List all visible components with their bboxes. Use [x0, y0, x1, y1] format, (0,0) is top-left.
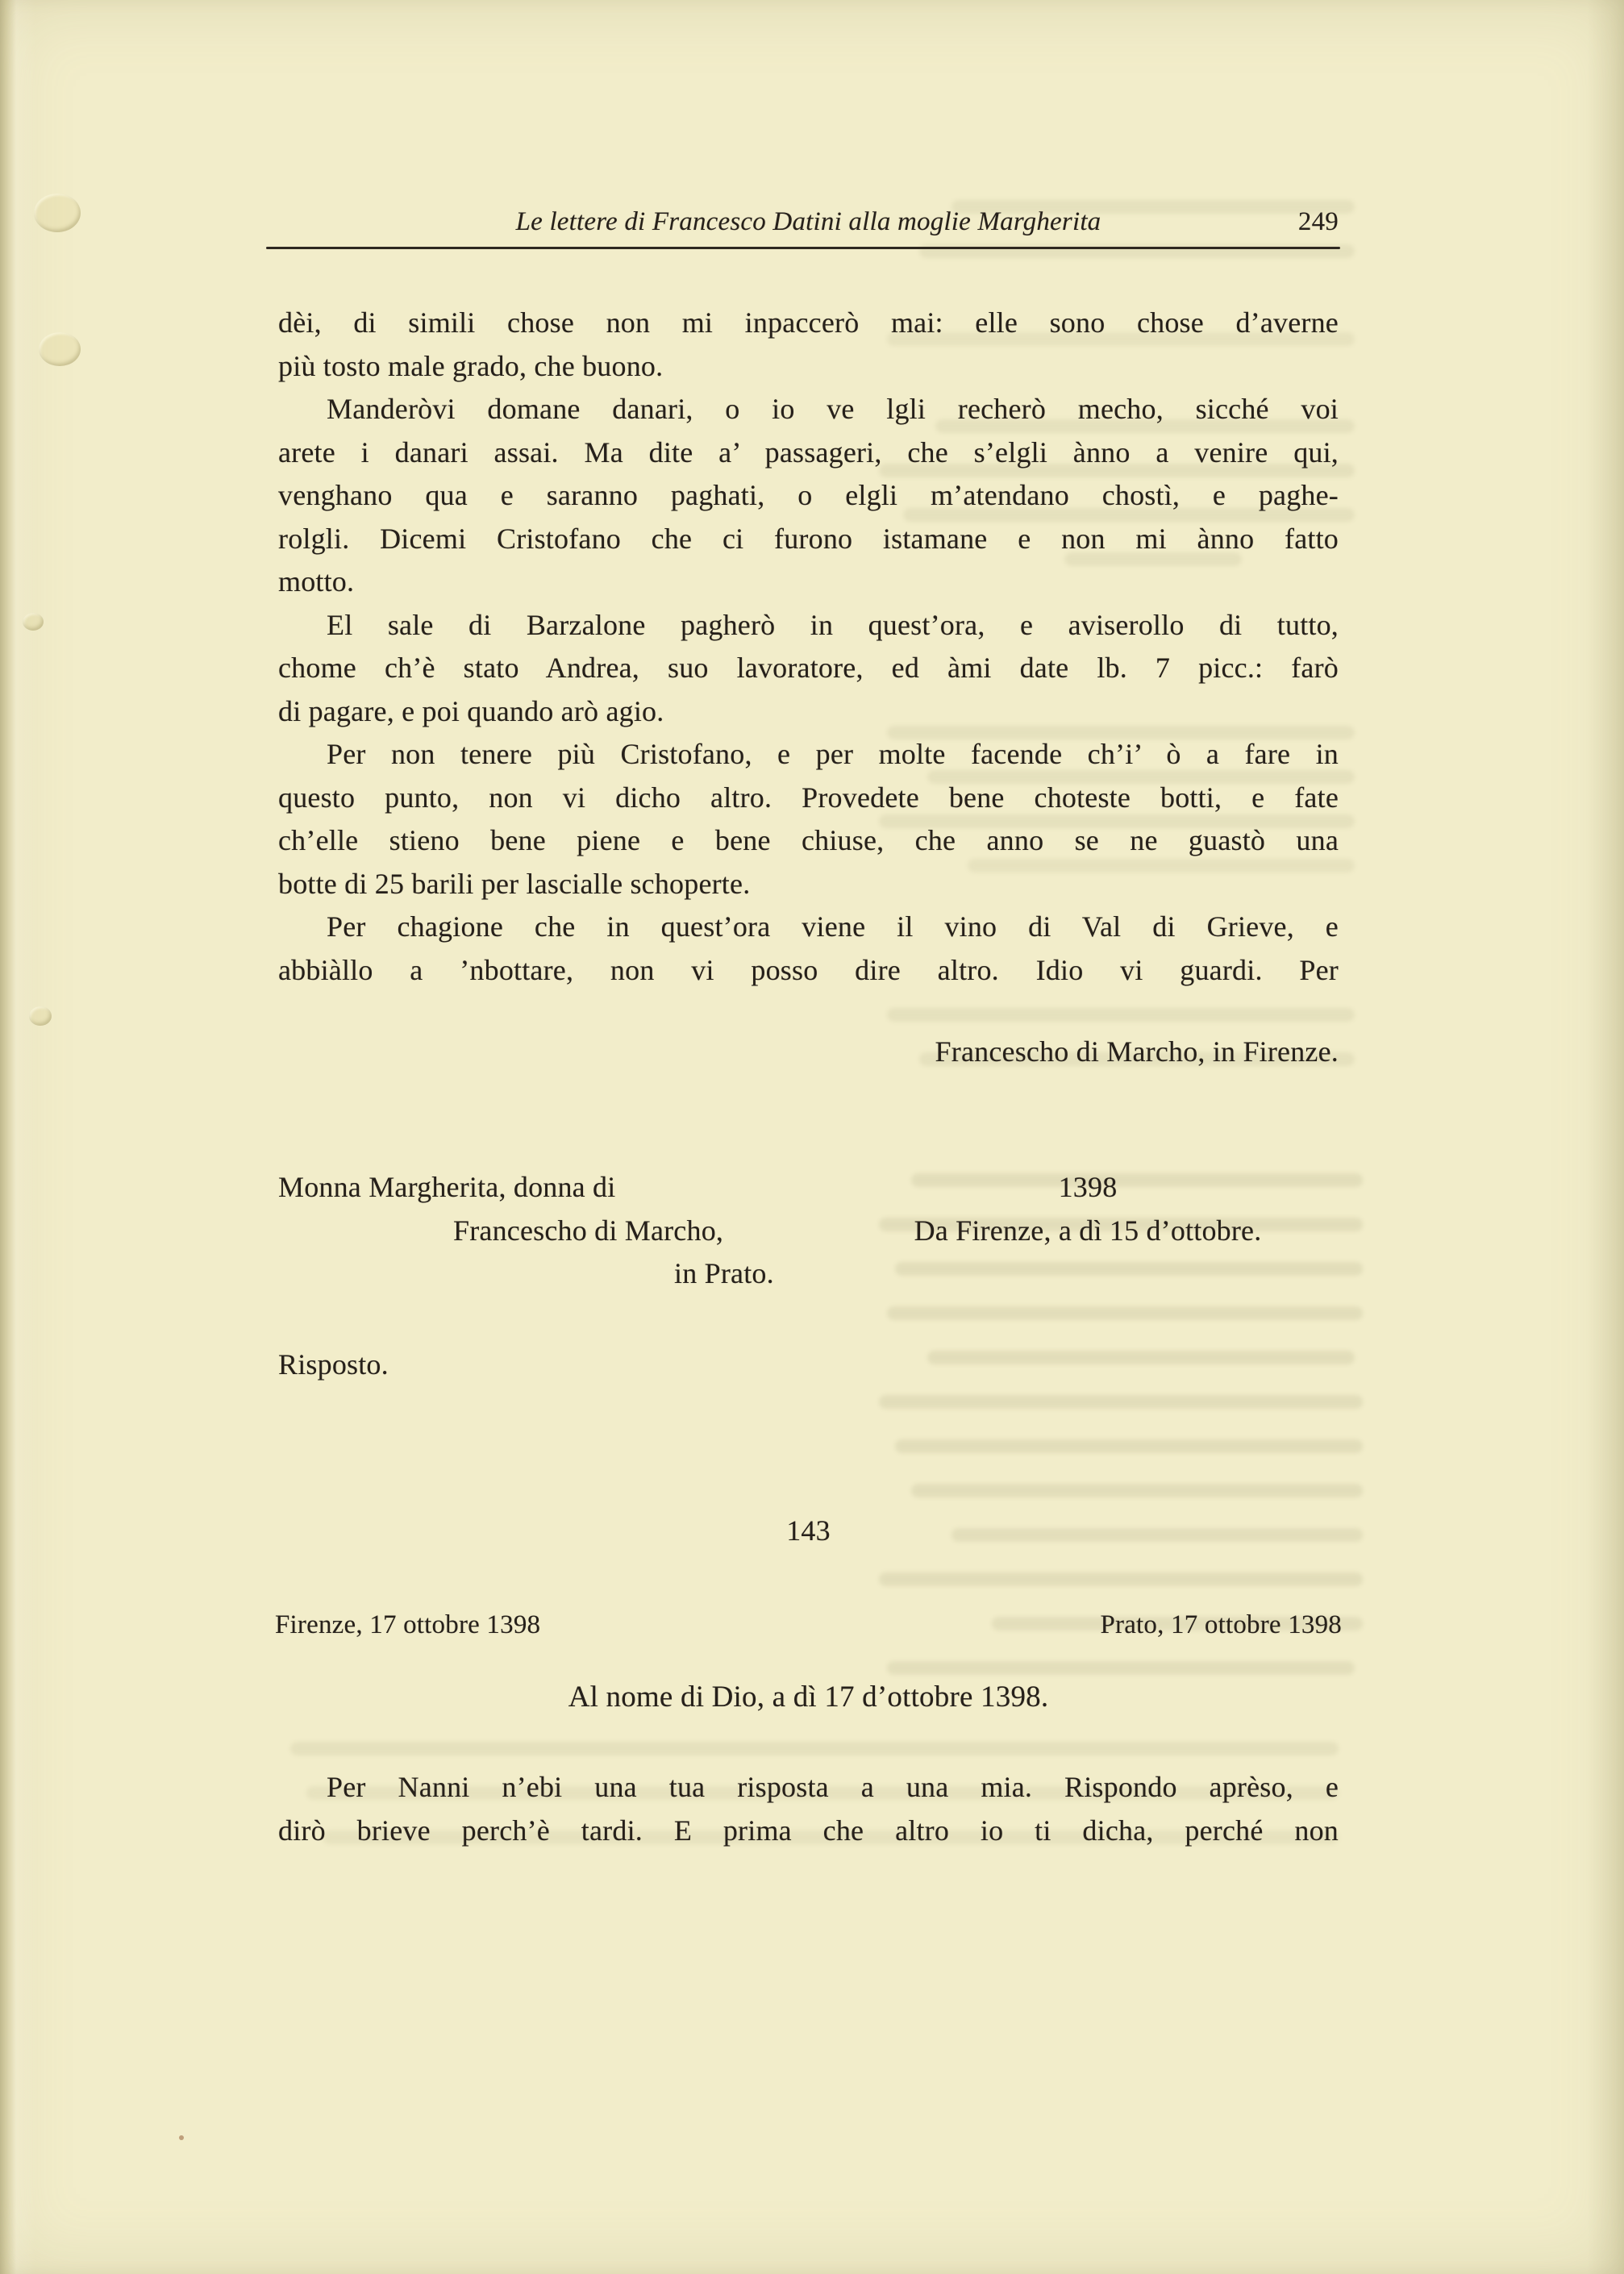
running-head-title: Le lettere di Francesco Datini alla moglie Margherita [515, 207, 1101, 236]
page-right-edge-shade [1587, 0, 1624, 2274]
recipient-line: in Prato. [674, 1257, 774, 1289]
show-through-line [927, 1351, 1355, 1364]
letter-142-body [278, 302, 1339, 992]
text-line: ch’elle stieno bene piene e bene chiuse, che anno se ne guastò una [278, 824, 1339, 856]
text-line: abbiàllo a ’nbottare, non vi posso dire altro. Idio vi guardi. Per [278, 953, 1339, 986]
show-through-line [879, 1395, 1363, 1409]
text-line: più tosto male grado, che buono. [278, 349, 664, 382]
show-through-line [895, 1439, 1363, 1453]
show-through-line [887, 1661, 1355, 1675]
text-line: Per non tenere più Cristofano, e per molte facende ch’i’ ò a fare in [327, 738, 1339, 770]
running-head [278, 203, 1339, 240]
paper-blemish [29, 1006, 52, 1026]
header-rule [266, 247, 1340, 249]
response-note: Risposto. [278, 1348, 389, 1381]
text-line: dirò brieve perch’è tardi. E prima che altro io ti dicha, perché non [278, 1814, 1339, 1847]
text-line: El sale di Barzalone pagherò in quest’ora, e aviserollo di tutto, [327, 608, 1339, 641]
show-through-line [895, 1262, 1363, 1276]
text-line: Per Nanni n’ebi una tua risposta a una mia. Rispondo aprèso, e [327, 1771, 1339, 1803]
text-line: di pagare, e poi quando arò agio. [278, 694, 664, 727]
letter-143-salutation: Al nome di Dio, a dì 17 d’ottobre 1398. [568, 1681, 1049, 1714]
recipient-line: Monna Margherita, donna di [278, 1171, 616, 1203]
address-dateline [855, 1166, 1321, 1252]
text-line: questo punto, non vi dicho altro. Provedete bene choteste botti, e fate [278, 781, 1339, 814]
paper-blemish [34, 194, 81, 232]
show-through-line [887, 1008, 1355, 1022]
address-year: 1398 [1058, 1171, 1118, 1203]
paper-blemish [39, 332, 81, 366]
dateline-origin: Firenze, 17 ottobre 1398 [275, 1610, 541, 1639]
show-through-line [911, 1484, 1363, 1497]
text-line: botte di 25 barili per lascialle schoperte. [278, 867, 751, 900]
paper-blemish [23, 613, 44, 631]
dateline-destination: Prato, 17 ottobre 1398 [1100, 1610, 1342, 1639]
letter-143-number: 143 [786, 1514, 831, 1547]
text-line: Manderòvi domane danari, o io ve lgli recherò mecho, sicché voi [327, 393, 1339, 425]
show-through-line [879, 1572, 1363, 1586]
text-line: venghano qua e saranno paghati, o elgli m’atendano chostì, e paghe- [278, 479, 1339, 511]
page-number: 249 [1297, 207, 1339, 236]
letter-143-datelines [275, 1605, 1342, 1645]
text-line: dèi, di simili chose non mi inpaccerò mai: elle sono chose d’averne [278, 306, 1339, 339]
text-line: motto. [278, 565, 355, 598]
text-line: chome ch’è stato Andrea, suo lavoratore, ed àmi date lb. 7 picc.: farò [278, 652, 1339, 684]
letter-143-body [278, 1766, 1339, 1852]
paper-speck [179, 2135, 184, 2140]
show-through-line [290, 1742, 1339, 1755]
recipient-line: Francescho di Marcho, [453, 1214, 724, 1247]
text-line: rolgli. Dicemi Cristofano che ci furono istamane e non mi ànno fatto [278, 522, 1339, 555]
text-line: arete i danari assai. Ma dite a’ passageri, che s’elgli ànno a venire qui, [278, 435, 1339, 469]
address-sent-from: Da Firenze, a dì 15 d’ottobre. [914, 1214, 1262, 1247]
address-recipient [278, 1166, 774, 1296]
text-line: Per chagione che in quest’ora viene il vino di Val di Grieve, e [327, 910, 1339, 943]
show-through-line [887, 1306, 1363, 1320]
page-binding-crease [0, 0, 35, 2274]
letter-142-signature: Francescho di Marcho, in Firenze. [935, 1035, 1339, 1068]
